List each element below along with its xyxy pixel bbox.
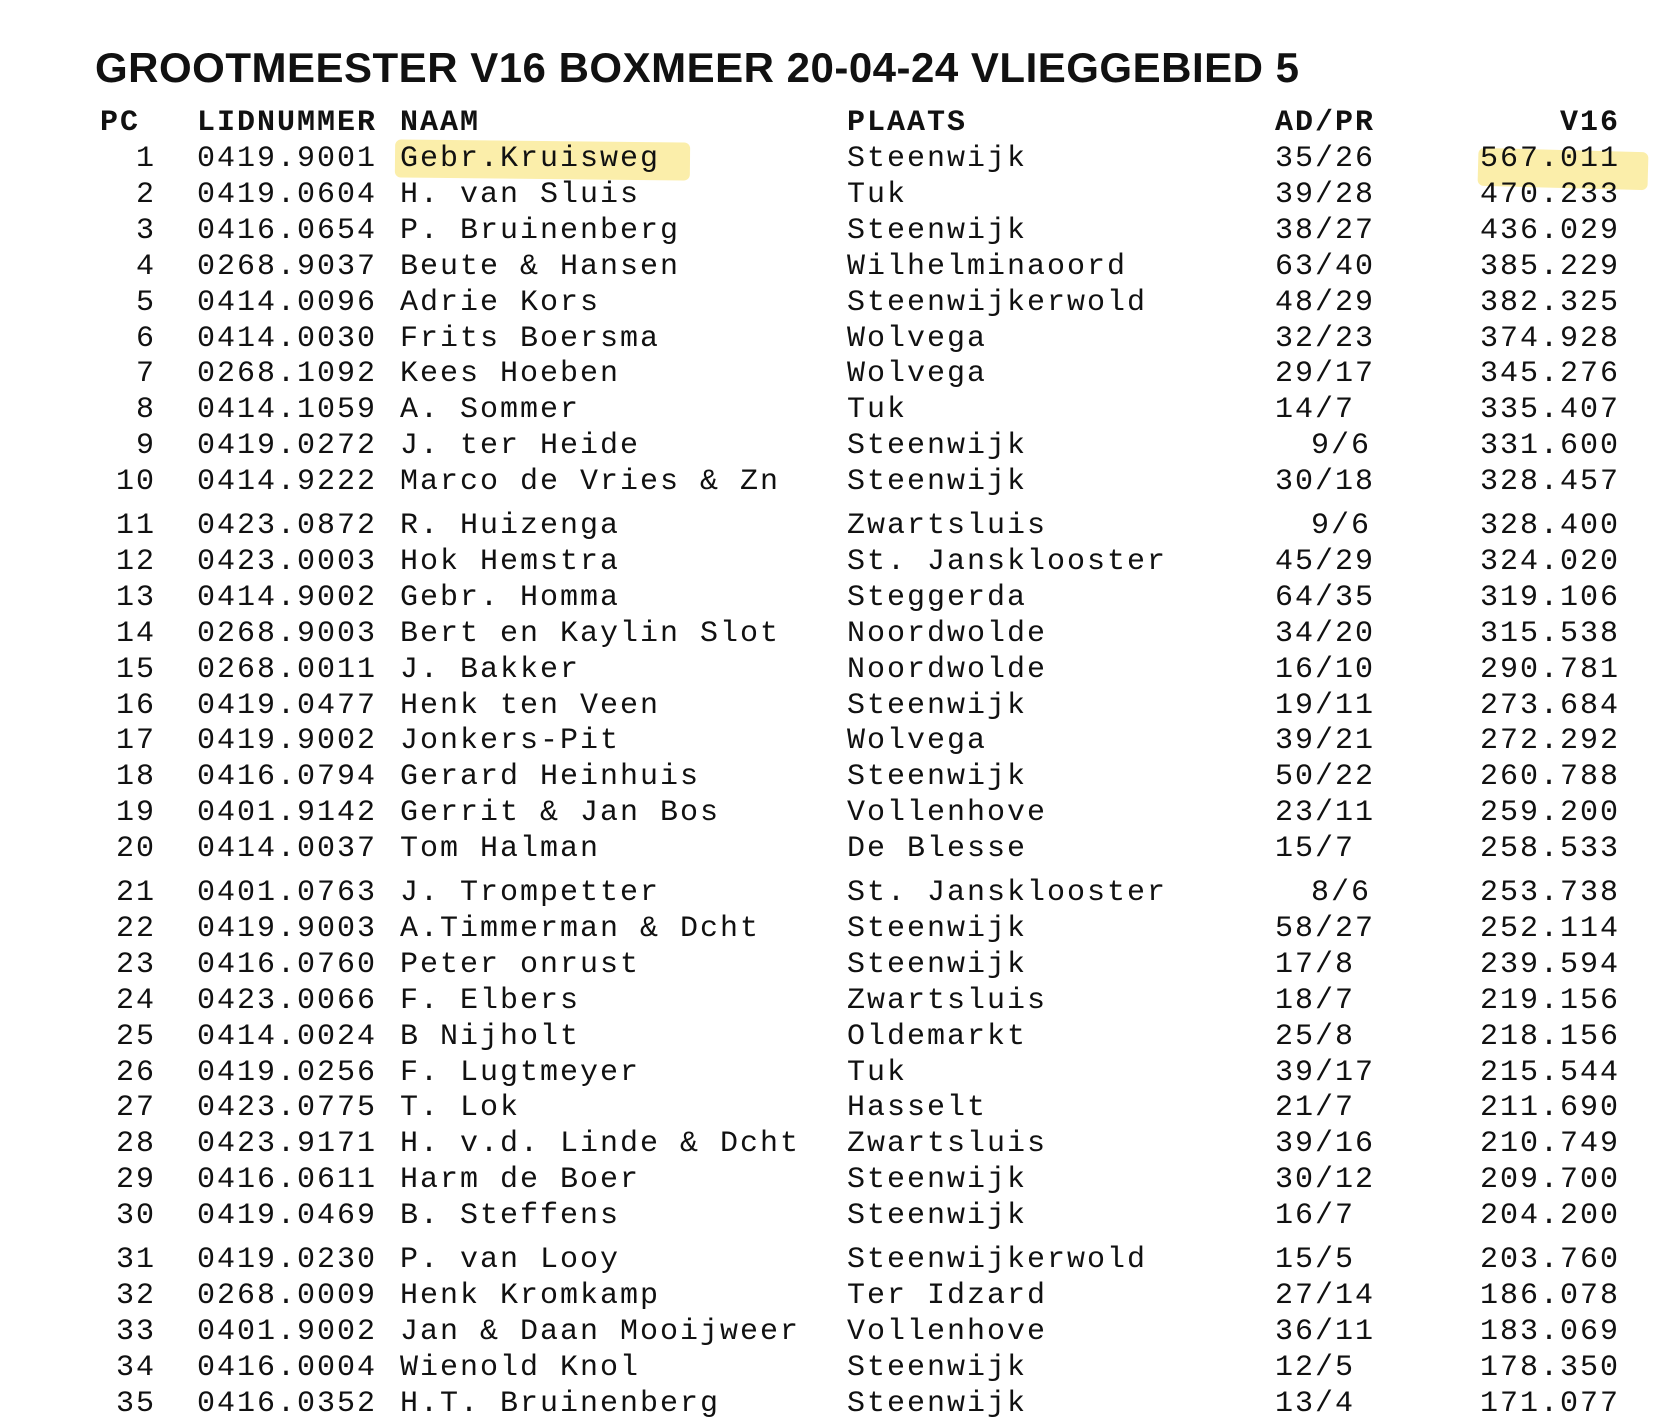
- cell-pc: 31: [115, 1243, 156, 1277]
- header-naam: NAAM: [400, 106, 481, 140]
- cell-lidnummer: 0401.0763: [197, 876, 378, 910]
- cell-naam: Adrie Kors: [400, 285, 601, 320]
- cell-naam: Henk ten Veen: [400, 688, 661, 723]
- cell-naam: H. van Sluis: [400, 177, 641, 212]
- cell-plaats: Steenwijk: [847, 1199, 1028, 1234]
- cell-lidnummer: 0416.0004: [197, 1350, 378, 1385]
- cell-v16: 331.600: [1479, 429, 1620, 464]
- cell-naam: Henk Kromkamp: [400, 1278, 661, 1313]
- cell-lidnummer: 0423.0872: [197, 509, 378, 543]
- table-row: [0, 428, 1675, 464]
- cell-plaats: Steenwijk: [847, 760, 1028, 795]
- cell-lidnummer: 0414.9222: [197, 465, 378, 500]
- cell-lidnummer: 0419.0230: [197, 1243, 378, 1277]
- table-row: [0, 1350, 1675, 1386]
- page-title: GROOTMEESTER V16 BOXMEER 20-04-24 VLIEGGEBIED 5: [95, 44, 1300, 91]
- cell-pc: 10: [115, 465, 156, 500]
- cell-pc: 19: [115, 796, 156, 831]
- cell-v16: 171.077: [1479, 1386, 1620, 1421]
- cell-pc: 22: [115, 911, 156, 946]
- cell-v16: 253.738: [1479, 876, 1620, 910]
- cell-adpr: 19/11: [1275, 688, 1376, 723]
- cell-pc: 27: [115, 1091, 156, 1126]
- table-row: [0, 580, 1675, 616]
- cell-lidnummer: 0416.0352: [197, 1386, 378, 1421]
- cell-adpr: 30/12: [1275, 1163, 1376, 1198]
- cell-lidnummer: 0401.9142: [197, 796, 378, 831]
- cell-lidnummer: 0414.9002: [197, 580, 378, 615]
- cell-adpr: 15/7: [1275, 832, 1356, 867]
- cell-adpr: 30/18: [1275, 465, 1376, 500]
- table-row: [0, 911, 1675, 947]
- table-row: [0, 1162, 1675, 1198]
- cell-lidnummer: 0419.0469: [197, 1199, 378, 1234]
- table-row: [0, 1019, 1675, 1055]
- cell-plaats: Steenwijk: [847, 1350, 1028, 1385]
- cell-v16: 260.788: [1479, 760, 1620, 795]
- cell-naam: A.Timmerman & Dcht: [400, 911, 761, 946]
- cell-plaats: St. Jansklooster: [847, 544, 1168, 579]
- cell-plaats: Tuk: [847, 393, 908, 428]
- cell-pc: 1: [135, 142, 156, 176]
- table-row: [0, 544, 1675, 580]
- cell-naam: Marco de Vries & Zn: [400, 465, 781, 500]
- cell-lidnummer: 0419.0477: [197, 688, 378, 723]
- cell-pc: 8: [135, 393, 156, 428]
- table-row: [0, 249, 1675, 285]
- cell-lidnummer: 0419.0604: [197, 177, 378, 212]
- cell-adpr: 64/35: [1275, 580, 1376, 615]
- header-adpr: AD/PR: [1275, 106, 1376, 140]
- cell-naam: J. ter Heide: [400, 429, 641, 464]
- cell-v16: 258.533: [1479, 832, 1620, 867]
- table-row: [0, 1126, 1675, 1162]
- cell-adpr: 14/7: [1275, 393, 1356, 428]
- cell-naam: Gebr. Homma: [400, 580, 621, 615]
- table-row: [0, 723, 1675, 759]
- table-row: [0, 464, 1675, 500]
- cell-pc: 6: [135, 321, 156, 356]
- cell-plaats: Noordwolde: [847, 652, 1048, 687]
- cell-adpr: 63/40: [1275, 249, 1376, 284]
- cell-naam: Hok Hemstra: [400, 544, 621, 579]
- cell-v16: 470.233: [1479, 177, 1620, 212]
- cell-lidnummer: 0423.9171: [197, 1127, 378, 1162]
- cell-naam: F. Elbers: [400, 983, 581, 1018]
- cell-naam: Wienold Knol: [400, 1350, 641, 1385]
- cell-lidnummer: 0414.0096: [197, 285, 378, 320]
- cell-pc: 11: [115, 509, 156, 543]
- cell-lidnummer: 0423.0775: [197, 1091, 378, 1126]
- cell-pc: 24: [115, 983, 156, 1018]
- cell-pc: 9: [135, 429, 156, 464]
- cell-plaats: Wolvega: [847, 357, 988, 392]
- cell-naam: Bert en Kaylin Slot: [400, 616, 781, 651]
- cell-naam: J. Trompetter: [400, 876, 661, 910]
- cell-v16: 239.594: [1479, 947, 1620, 982]
- header-lidnummer: LIDNUMMER: [197, 106, 378, 140]
- cell-adpr: 27/14: [1275, 1278, 1376, 1313]
- cell-naam: Gebr.Kruisweg: [400, 142, 661, 176]
- cell-v16: 183.069: [1479, 1314, 1620, 1349]
- cell-adpr: 35/26: [1275, 142, 1376, 176]
- cell-naam: A. Sommer: [400, 393, 581, 428]
- table-row: [0, 759, 1675, 795]
- cell-pc: 29: [115, 1163, 156, 1198]
- cell-lidnummer: 0414.1059: [197, 393, 378, 428]
- cell-pc: 26: [115, 1055, 156, 1090]
- cell-lidnummer: 0416.0654: [197, 213, 378, 248]
- cell-pc: 33: [115, 1314, 156, 1349]
- cell-pc: 14: [115, 616, 156, 651]
- cell-v16: 382.325: [1479, 285, 1620, 320]
- cell-v16: 186.078: [1479, 1278, 1620, 1313]
- cell-v16: 211.690: [1479, 1091, 1620, 1126]
- cell-pc: 35: [115, 1386, 156, 1421]
- table-row: [0, 688, 1675, 724]
- table-header-row: [0, 105, 1675, 141]
- cell-plaats: Hasselt: [847, 1091, 988, 1126]
- cell-plaats: Steenwijk: [847, 911, 1028, 946]
- cell-plaats: Steenwijk: [847, 213, 1028, 248]
- cell-naam: B. Steffens: [400, 1199, 621, 1234]
- cell-naam: Peter onrust: [400, 947, 641, 982]
- table-row: [0, 177, 1675, 213]
- table-row: [0, 1314, 1675, 1350]
- cell-lidnummer: 0419.0256: [197, 1055, 378, 1090]
- table-row: [0, 392, 1675, 428]
- cell-plaats: Steenwijk: [847, 688, 1028, 723]
- table-row: [0, 285, 1675, 321]
- cell-adpr: 18/7: [1275, 983, 1356, 1018]
- cell-lidnummer: 0423.0003: [197, 544, 378, 579]
- cell-adpr: 16/10: [1275, 652, 1376, 687]
- cell-adpr: 32/23: [1275, 321, 1376, 356]
- cell-adpr: 15/5: [1275, 1243, 1356, 1277]
- cell-plaats: Zwartsluis: [847, 983, 1048, 1018]
- table-row: [0, 1198, 1675, 1234]
- cell-naam: B Nijholt: [400, 1019, 581, 1054]
- cell-adpr: 36/11: [1275, 1314, 1376, 1349]
- cell-adpr: 38/27: [1275, 213, 1376, 248]
- cell-pc: 15: [115, 652, 156, 687]
- cell-v16: 324.020: [1479, 544, 1620, 579]
- cell-naam: Jonkers-Pit: [400, 724, 621, 759]
- cell-naam: Kees Hoeben: [400, 357, 621, 392]
- cell-v16: 335.407: [1479, 393, 1620, 428]
- cell-pc: 28: [115, 1127, 156, 1162]
- cell-v16: 328.400: [1479, 509, 1620, 543]
- cell-pc: 25: [115, 1019, 156, 1054]
- cell-adpr: 58/27: [1275, 911, 1376, 946]
- cell-lidnummer: 0416.0794: [197, 760, 378, 795]
- table-row: [0, 141, 1675, 177]
- cell-pc: 34: [115, 1350, 156, 1385]
- cell-plaats: Steenwijk: [847, 142, 1028, 176]
- cell-naam: H.T. Bruinenberg: [400, 1386, 721, 1421]
- cell-v16: 219.156: [1479, 983, 1620, 1018]
- cell-pc: 5: [135, 285, 156, 320]
- cell-v16: 319.106: [1479, 580, 1620, 615]
- cell-v16: 374.928: [1479, 321, 1620, 356]
- cell-naam: Gerard Heinhuis: [400, 760, 701, 795]
- cell-plaats: St. Jansklooster: [847, 876, 1168, 910]
- cell-lidnummer: 0423.0066: [197, 983, 378, 1018]
- cell-adpr: 39/17: [1275, 1055, 1376, 1090]
- cell-pc: 16: [115, 688, 156, 723]
- cell-pc: 18: [115, 760, 156, 795]
- cell-v16: 178.350: [1479, 1350, 1620, 1385]
- header-pc: PC: [100, 106, 141, 140]
- cell-plaats: Steggerda: [847, 580, 1028, 615]
- cell-plaats: Zwartsluis: [847, 509, 1048, 543]
- table-row: [0, 1090, 1675, 1126]
- cell-lidnummer: 0419.9003: [197, 911, 378, 946]
- cell-pc: 12: [115, 544, 156, 579]
- cell-pc: 23: [115, 947, 156, 982]
- cell-v16: 203.760: [1479, 1243, 1620, 1277]
- cell-adpr: 39/28: [1275, 177, 1376, 212]
- table-row: [0, 1386, 1675, 1422]
- cell-pc: 4: [135, 249, 156, 284]
- table-row: [0, 875, 1675, 911]
- cell-pc: 3: [135, 213, 156, 248]
- cell-plaats: Steenwijk: [847, 429, 1028, 464]
- cell-v16: 215.544: [1479, 1055, 1620, 1090]
- cell-lidnummer: 0419.0272: [197, 429, 378, 464]
- cell-v16: 218.156: [1479, 1019, 1620, 1054]
- cell-v16: 273.684: [1479, 688, 1620, 723]
- cell-naam: Beute & Hansen: [400, 249, 681, 284]
- table-row: [0, 213, 1675, 249]
- cell-naam: R. Huizenga: [400, 509, 621, 543]
- cell-pc: 17: [115, 724, 156, 759]
- cell-adpr: 12/5: [1275, 1350, 1356, 1385]
- cell-adpr: 23/11: [1275, 796, 1376, 831]
- cell-plaats: Vollenhove: [847, 796, 1048, 831]
- cell-v16: 567.011: [1479, 142, 1620, 176]
- cell-adpr: 9/6: [1311, 509, 1372, 543]
- cell-plaats: Steenwijkerwold: [847, 285, 1148, 320]
- cell-plaats: Noordwolde: [847, 616, 1048, 651]
- table-row: [0, 652, 1675, 688]
- cell-naam: H. v.d. Linde & Dcht: [400, 1127, 801, 1162]
- cell-naam: P. van Looy: [400, 1243, 621, 1277]
- cell-pc: 20: [115, 832, 156, 867]
- cell-adpr: 16/7: [1275, 1199, 1356, 1234]
- cell-v16: 345.276: [1479, 357, 1620, 392]
- cell-lidnummer: 0268.9003: [197, 616, 378, 651]
- cell-pc: 21: [115, 876, 156, 910]
- table-row: [0, 321, 1675, 357]
- table-row: [0, 508, 1675, 544]
- cell-adpr: 21/7: [1275, 1091, 1356, 1126]
- cell-adpr: 48/29: [1275, 285, 1376, 320]
- cell-lidnummer: 0419.9002: [197, 724, 378, 759]
- table-row: [0, 616, 1675, 652]
- cell-naam: Tom Halman: [400, 832, 601, 867]
- cell-lidnummer: 0268.0011: [197, 652, 378, 687]
- cell-adpr: 25/8: [1275, 1019, 1356, 1054]
- cell-v16: 259.200: [1479, 796, 1620, 831]
- header-plaats: PLAATS: [847, 106, 968, 140]
- table-row: [0, 1055, 1675, 1091]
- cell-v16: 385.229: [1479, 249, 1620, 284]
- cell-plaats: Steenwijk: [847, 1386, 1028, 1421]
- cell-plaats: Wilhelminaoord: [847, 249, 1128, 284]
- cell-lidnummer: 0419.9001: [197, 142, 378, 176]
- cell-adpr: 39/16: [1275, 1127, 1376, 1162]
- cell-adpr: 13/4: [1275, 1386, 1356, 1421]
- cell-lidnummer: 0268.0009: [197, 1278, 378, 1313]
- cell-pc: 2: [135, 177, 156, 212]
- table-row: [0, 1278, 1675, 1314]
- cell-pc: 13: [115, 580, 156, 615]
- cell-adpr: 29/17: [1275, 357, 1376, 392]
- cell-v16: 328.457: [1479, 465, 1620, 500]
- cell-lidnummer: 0414.0037: [197, 832, 378, 867]
- cell-naam: P. Bruinenberg: [400, 213, 681, 248]
- cell-naam: Harm de Boer: [400, 1163, 641, 1198]
- cell-adpr: 45/29: [1275, 544, 1376, 579]
- cell-plaats: Steenwijkerwold: [847, 1243, 1148, 1277]
- table-row: [0, 356, 1675, 392]
- cell-v16: 209.700: [1479, 1163, 1620, 1198]
- table-row: [0, 831, 1675, 867]
- cell-naam: F. Lugtmeyer: [400, 1055, 641, 1090]
- cell-v16: 290.781: [1479, 652, 1620, 687]
- cell-naam: J. Bakker: [400, 652, 581, 687]
- table-row: [0, 947, 1675, 983]
- cell-adpr: 39/21: [1275, 724, 1376, 759]
- cell-lidnummer: 0414.0030: [197, 321, 378, 356]
- table-row: [0, 983, 1675, 1019]
- cell-v16: 315.538: [1479, 616, 1620, 651]
- cell-adpr: 17/8: [1275, 947, 1356, 982]
- cell-lidnummer: 0401.9002: [197, 1314, 378, 1349]
- cell-v16: 272.292: [1479, 724, 1620, 759]
- cell-plaats: Zwartsluis: [847, 1127, 1048, 1162]
- cell-plaats: Tuk: [847, 1055, 908, 1090]
- cell-lidnummer: 0416.0760: [197, 947, 378, 982]
- cell-lidnummer: 0416.0611: [197, 1163, 378, 1198]
- cell-v16: 436.029: [1479, 213, 1620, 248]
- cell-plaats: Ter Idzard: [847, 1278, 1048, 1313]
- table-row: [0, 1242, 1675, 1278]
- cell-plaats: Steenwijk: [847, 1163, 1028, 1198]
- cell-adpr: 50/22: [1275, 760, 1376, 795]
- cell-plaats: Wolvega: [847, 321, 988, 356]
- cell-naam: Gerrit & Jan Bos: [400, 796, 721, 831]
- cell-lidnummer: 0268.9037: [197, 249, 378, 284]
- cell-plaats: Steenwijk: [847, 947, 1028, 982]
- cell-adpr: 8/6: [1311, 876, 1372, 910]
- cell-plaats: Wolvega: [847, 724, 988, 759]
- cell-v16: 210.749: [1479, 1127, 1620, 1162]
- cell-lidnummer: 0268.1092: [197, 357, 378, 392]
- cell-v16: 252.114: [1479, 911, 1620, 946]
- cell-lidnummer: 0414.0024: [197, 1019, 378, 1054]
- header-v16: V16: [1559, 106, 1620, 140]
- cell-naam: Frits Boersma: [400, 321, 661, 356]
- cell-plaats: Oldemarkt: [847, 1019, 1028, 1054]
- cell-pc: 30: [115, 1199, 156, 1234]
- cell-plaats: De Blesse: [847, 832, 1028, 867]
- cell-adpr: 9/6: [1311, 429, 1372, 464]
- cell-plaats: Vollenhove: [847, 1314, 1048, 1349]
- cell-naam: T. Lok: [400, 1091, 521, 1126]
- table-row: [0, 795, 1675, 831]
- cell-plaats: Steenwijk: [847, 465, 1028, 500]
- cell-v16: 204.200: [1479, 1199, 1620, 1234]
- cell-pc: 32: [115, 1278, 156, 1313]
- cell-plaats: Tuk: [847, 177, 908, 212]
- cell-adpr: 34/20: [1275, 616, 1376, 651]
- cell-naam: Jan & Daan Mooijweer: [400, 1314, 801, 1349]
- cell-pc: 7: [135, 357, 156, 392]
